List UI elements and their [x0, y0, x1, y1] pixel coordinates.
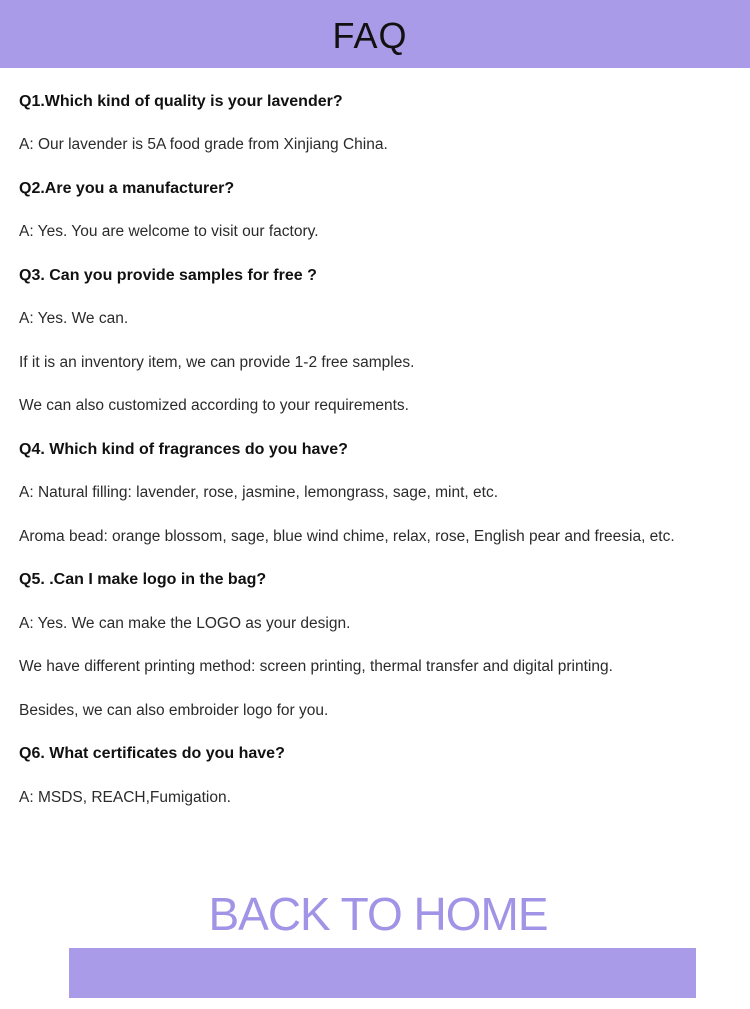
faq-answer-6-line-1: A: MSDS, REACH,Fumigation. [19, 789, 231, 806]
back-to-home-link[interactable]: BACK TO HOME [208, 888, 548, 940]
faq-answer-4-line-2: Aroma bead: orange blossom, sage, blue wind chime, relax, rose, English pear and freesia, etc. [19, 528, 675, 545]
faq-question-4: Q4. Which kind of fragrances do you have? [19, 441, 348, 458]
faq-answer-5-line-2: We have different printing method: screen printing, thermal transfer and digital printing. [19, 658, 613, 675]
faq-question-6: Q6. What certificates do you have? [19, 745, 285, 762]
faq-question-3: Q3. Can you provide samples for free ? [19, 267, 317, 284]
page-title: FAQ [332, 15, 408, 56]
faq-answer-3-line-3: We can also customized according to your requirements. [19, 397, 409, 414]
faq-question-2: Q2.Are you a manufacturer? [19, 180, 235, 197]
faq-question-5: Q5. .Can I make logo in the bag? [19, 571, 267, 588]
faq-question-1: Q1.Which kind of quality is your lavender? [19, 93, 343, 110]
faq-answer-1-line-1: A: Our lavender is 5A food grade from Xinjiang China. [19, 136, 388, 153]
faq-answer-3-line-2: If it is an inventory item, we can provide 1-2 free samples. [19, 354, 415, 371]
faq-answer-4-line-1: A: Natural filling: lavender, rose, jasmine, lemongrass, sage, mint, etc. [19, 484, 498, 501]
faq-answer-5-line-3: Besides, we can also embroider logo for you. [19, 702, 329, 719]
faq-answer-2-line-1: A: Yes. You are welcome to visit our factory. [19, 223, 319, 240]
faq-answer-3-line-1: A: Yes. We can. [19, 310, 129, 327]
faq-answer-5-line-1: A: Yes. We can make the LOGO as your design. [19, 615, 351, 632]
footer-band [69, 948, 696, 998]
